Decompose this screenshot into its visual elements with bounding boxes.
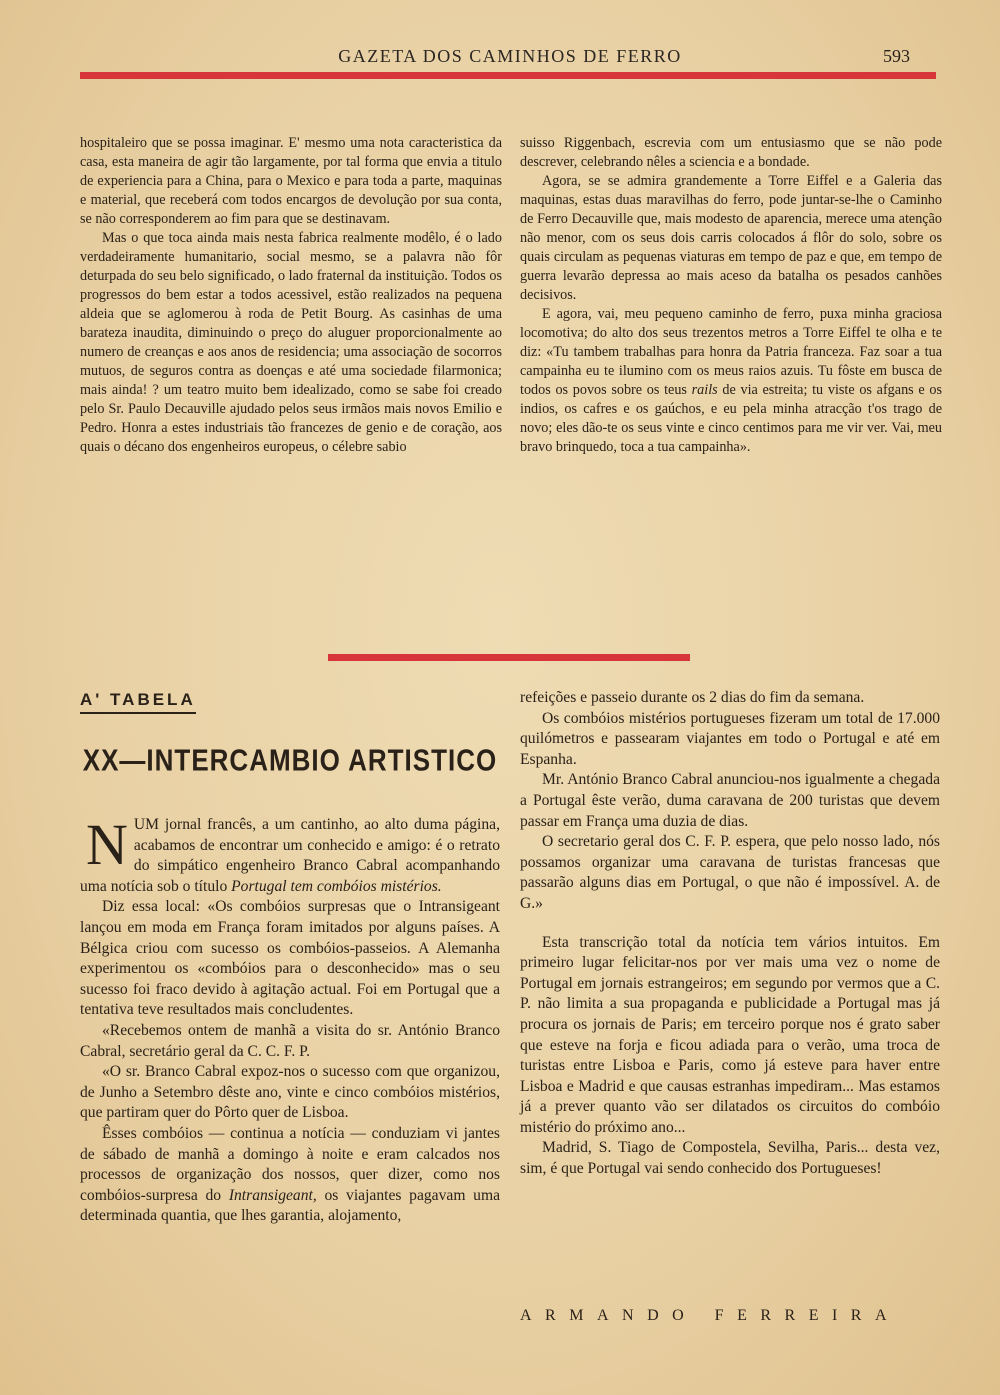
paragraph-text: Êsses combóios — continua a notícia — conduziam vi jantes de sábado de manhã a domingo à noite e eram calcados nos processos de organização dos nossos, quer dizer, como nos combóios-surpresa do — [80, 1124, 500, 1204]
italic-title: Portugal tem combóios mistérios. — [231, 877, 442, 895]
paragraph-text: os viajantes pagavam uma determinada quantia, que lhes garantia, alojamento, — [80, 1186, 501, 1225]
paragraph: Mas o que toca ainda mais nesta fabrica realmente modêlo, é o lado verdadeiramente humanitario, social mesmo, se a palavra não fôr deturpada do seu belo significado, o lado fraternal da instituição. Todos os progressos do bem estar a todos acessivel, estão realizados na pequena aldeia que se aglomerou à roda de Petit Bourg. As casinhas de uma barateza inaudita, diminuindo o preço do aluguer proporcionalmente ao numero de creanças e aos anos de residencia; uma associação de socorros mutuos, de seguros contra as doenças e até uma sociedade filarmonica; mais ainda! ? um teatro muito bem idealizado, como se sabe foi creado pelo Sr. Paulo Decauville ajudado pelos seus irmãos mais novos Emilio e Pedro. Honra a estes industriais tão francezes de genio e de coração, aos quais o décano dos engenheiros europeus, o célebre sabio — [80, 230, 502, 455]
italic-word: rails — [691, 382, 718, 398]
paragraph: Mr. António Branco Cabral anunciou-nos igualmente a chegada a Portugal êste verão, duma caravana de 200 turistas que devem passar em França uma duzia de dias. — [520, 771, 940, 830]
page-number: 593 — [883, 46, 910, 66]
top-article-right-column — [520, 134, 942, 457]
paragraph: hospitaleiro que se possa imaginar. E' mesmo uma nota caracteristica da casa, esta maneira de agir tão largamente, por tal forma que envia a titulo de experiencia para a China, para o Mexico e para toda a parte, maquinas e material, que receberá com todos encargos de devolução por sua conta, se não corresponderem ao fim para que se destinavam. — [80, 135, 502, 227]
paragraph: Os combóios mistérios portugueses fizeram um total de 17.000 quilómetros e passearam viajantes em todo o Portugal e até em Espanha. — [520, 709, 940, 768]
paragraph — [520, 305, 942, 457]
paragraph: Madrid, S. Tiago de Compostela, Sevilha, Paris... desta vez, sim, é que Portugal vai sendo conhecido dos Portugueses! — [520, 1139, 940, 1178]
article-right-column — [520, 688, 940, 1180]
section-label: A' TABELA — [80, 690, 196, 714]
paragraph: Esta transcrição total da notícia tem vários intuitos. Em primeiro lugar felicitar-nos por ver mais uma vez o nome de Portugal em jornais estrangeiros; em segundo por vermos que a C. P. não limita a sua propaganda e publicidade a Portugal mas já procura os jornais de Paris; em terceiro porque nos é grato saber que esteve na forja e ficou adiada para o verão, uma troca de turistas entre Lisboa e Paris, como já esteve para haver entre Lisboa e Madrid e que causas estranhas impediram... Mas estamos já a prever quanto vão ser dilatados os circuitos do combóio mistério do próximo ano... — [520, 933, 940, 1136]
paragraph: «Recebemos ontem de manhã a visita do sr. António Branco Cabral, secretário geral da C. C. F. P. — [80, 1021, 500, 1060]
article-left-column — [80, 812, 501, 1227]
section-divider-rule — [328, 654, 690, 661]
paragraph: «O sr. Branco Cabral expoz-nos o sucesso com que organizou, de Junho a Setembro dêste ano, vinte e cinco combóios mistérios, que partiram quer do Pôrto quer de Lisboa. — [80, 1063, 500, 1122]
article-title: XX—INTERCAMBIO ARTISTICO — [82, 742, 498, 778]
top-article-left-column — [80, 134, 502, 457]
paragraph: O secretario geral dos C. F. P. espera, que pelo nosso lado, nós possamos organizar uma caravana de turistas francesas que passarão alguns dias em Portugal, o que não é impossível. A. de G.» — [520, 833, 940, 912]
paragraph-text: de via estreita; tu viste os afgans e os indios, os cafres e os gaúchos, e eu pela minha atracção t'os trago de novo; eles dão-te os seus vinte e cinco centimos para me vir ver. Vai, meu bravo brinquedo, toca a tua campainha». — [520, 382, 942, 455]
publication-title: GAZETA DOS CAMINHOS DE FERRO — [338, 46, 682, 66]
header-rule — [80, 72, 936, 79]
paragraph: Diz essa local: «Os combóios surpresas que o Intransigeant lançou em moda em França foram imitados por alguns países. A Bélgica criou com sucesso os combóios-passeios. A Alemanha experimentou os «combóios para o desconhecido» mas o seu sucesso foi fraco devido à agitação actual. Foi em Portugal que a tentativa teve resultados mais concludentes. — [80, 898, 500, 1019]
italic-word: Intransigeant, — [228, 1186, 317, 1204]
paragraph-text: E agora, vai, meu pequeno caminho de ferro, puxa minha graciosa locomotiva; do alto dos seus trezentos metros a Torre Eiffel te olha e te diz: «Tu tambem trabalhas para honra da Patria franceza. Faz soar a tua campainha eu te ilumino com os meus raios azuis. Tu fôste em busca de todos os povos sobre os teus — [520, 306, 942, 398]
drop-cap: N — [86, 812, 128, 877]
paragraph — [80, 812, 500, 897]
author-signature: ARMANDO FERREIRA — [520, 1307, 901, 1324]
paragraph: refeições e passeio durante os 2 dias do fim da semana. — [520, 689, 865, 706]
paragraph: suisso Riggenbach, escrevia com um entusiasmo que se não pode descrever, celebrando nêles a sciencia e a bondade. — [520, 135, 942, 170]
paragraph-text: UM jornal francês, a um cantinho, ao alto duma página, acabamos de encontrar um conhecido e amigo: é o retrato do simpático engenheiro Branco Cabral acompanhando uma notícia sob o título — [80, 816, 500, 895]
paragraph — [80, 1124, 500, 1227]
paragraph: Agora, se se admira grandemente a Torre Eiffel e a Galeria das maquinas, estas duas maravilhas do ferro, pode juntar-se-lhe o Caminho de Ferro Decauville que, mais modesto de aparencia, merece uma atenção não menor, com os seus dois carris colocados á flôr do solo, sobre os quais circulam as pequenas viaturas em tempo de paz e que, em tempo de guerra levarão depressa ao mais aceso da batalha os pesados canhões decisivos. — [520, 173, 942, 303]
running-header — [80, 46, 940, 70]
